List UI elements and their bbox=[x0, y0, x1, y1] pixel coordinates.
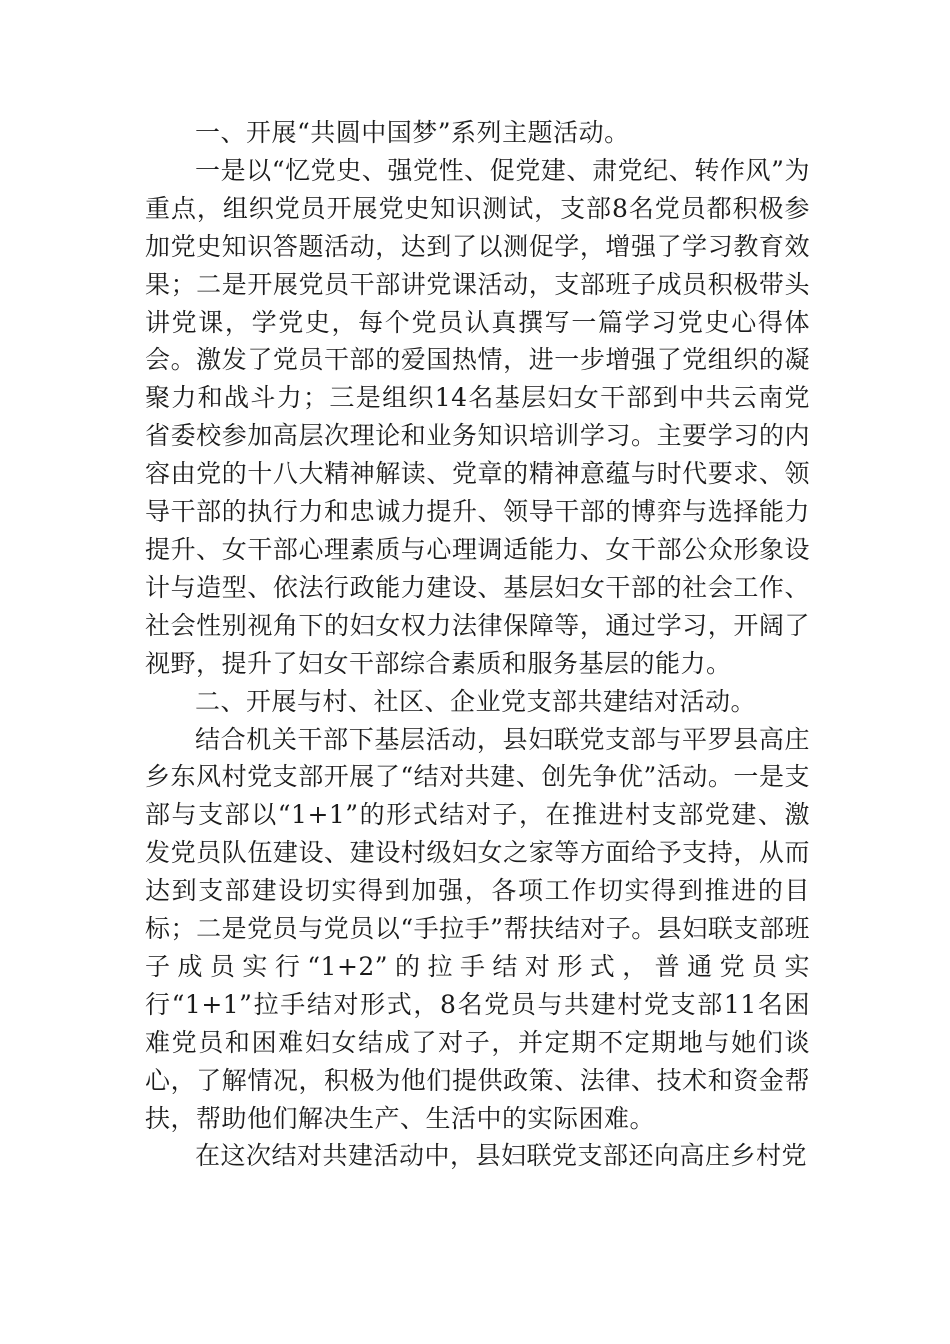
body-paragraph: 一是以“忆党史、强党性、促党建、肃党纪、转作风”为重点，组织党员开展党史知识测试，支部8名党员都积极参加党史知识答题活动，达到了以测促学，增强了学习教育效果；二是开展党员干部讲党课活动，支部班子成员积极带头讲党课，学党史，每个党员认真撰写一篇学习党史心得体会。激发了党员干部的爱国热情，进一步增强了党组织的凝聚力和战斗力；三是组织14名基层妇女干部到中共云南党省委校参加高层次理论和业务知识培训学习。主要学习的内容由党的十八大精神解读、党章的精神意蕴与时代要求、领导干部的执行力和忠诚力提升、领导干部的博弈与选择能力提升、女干部心理素质与心理调适能力、女干部公众形象设计与造型、依法行政能力建设、基层妇女干部的社会工作、社会性别视角下的妇女权力法律保障等，通过学习，开阔了视野，提升了妇女干部综合素质和服务基层的能力。 bbox=[145, 155, 810, 678]
body-paragraph: 在这次结对共建活动中，县妇联党支部还向高庄乡村党 bbox=[195, 1141, 808, 1171]
section-heading-1: 一、开展“共圆中国梦”系列主题活动。 bbox=[195, 118, 630, 147]
body-paragraph: 结合机关干部下基层活动，县妇联党支部与平罗县高庄乡东风村党支部开展了“结对共建、创先争优”活动。一是支部与支部以“1+1”的形式结对子，在推进村支部党建、激发党员队伍建设、建设村级妇女之家等方面给予支持，从而达到支部建设切实得到加强，各项工作切实得到推进的目标；二是党员与党员以“手拉手”帮扶结对子。县妇联支部班子成员实行“1+2”的拉手结对形式，普通党员实行“1+1”拉手结对形式，8名党员与共建村党支部11名困难党员和困难妇女结成了对子，并定期不定期地与她们谈心，了解情况，积极为他们提供政策、法律、技术和资金帮扶，帮助他们解决生产、生活中的实际困难。 bbox=[145, 724, 810, 1133]
document-body bbox=[145, 114, 810, 1175]
section-heading-2: 二、开展与村、社区、企业党支部共建结对活动。 bbox=[195, 686, 757, 716]
